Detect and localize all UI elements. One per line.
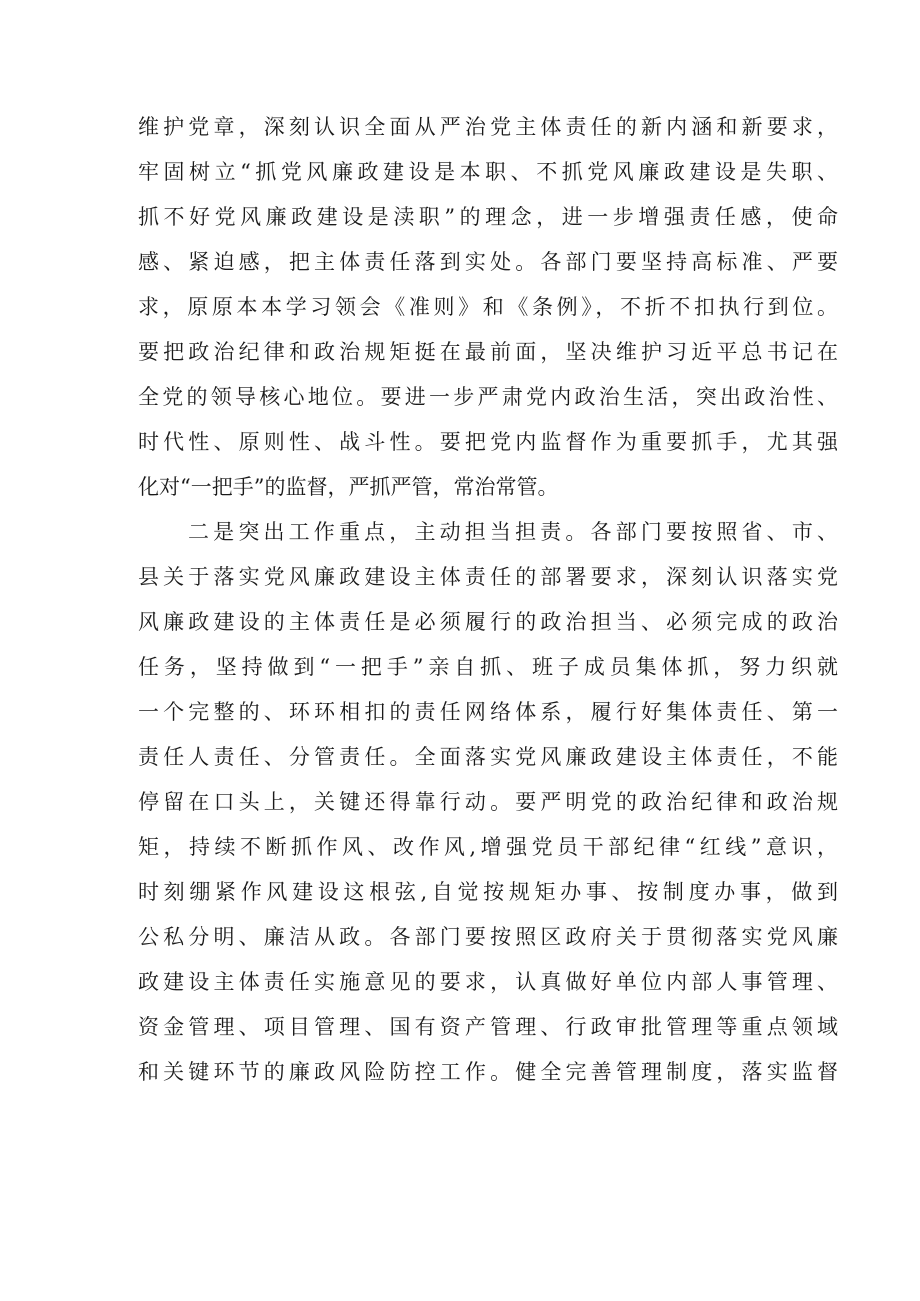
text-line: 政建设主体责任实施意见的要求，认真做好单位内部人事管理、 bbox=[138, 970, 838, 994]
text-line: 和关键环节的廉政风险防控工作。健全完善管理制度，落实监督 bbox=[138, 1060, 838, 1084]
text-line: 时代性、原则性、战斗性。要把党内监督作为重要抓手，尤其强 bbox=[138, 430, 838, 454]
text-line: 责任人责任、分管责任。全面落实党风廉政建设主体责任，不能 bbox=[138, 745, 838, 769]
paragraph-first-line: 二是突出工作重点，主动担当担责。各部门要按照省、市、 bbox=[188, 520, 838, 544]
text-line: 全党的领导核心地位。要进一步严肃党内政治生活，突出政治性、 bbox=[138, 385, 838, 409]
text-line: 任务，坚持做到“一把手”亲自抓、班子成员集体抓，努力织就 bbox=[138, 655, 838, 679]
body-text bbox=[138, 105, 838, 1095]
text-line: 矩，持续不断抓作风、改作风,增强党员干部纪律“红线”意识， bbox=[138, 835, 838, 859]
text-line: 资金管理、项目管理、国有资产管理、行政审批管理等重点领域 bbox=[138, 1015, 838, 1039]
text-line: 牢固树立“抓党风廉政建设是本职、不抓党风廉政建设是失职、 bbox=[138, 160, 838, 184]
text-line: 感、紧迫感，把主体责任落到实处。各部门要坚持高标准、严要 bbox=[138, 250, 838, 274]
text-line: 抓不好党风廉政建设是渎职”的理念，进一步增强责任感，使命 bbox=[138, 205, 838, 229]
text-line: 要把政治纪律和政治规矩挺在最前面，坚决维护习近平总书记在 bbox=[138, 340, 838, 364]
text-line: 化对“一把手”的监督，严抓严管，常治常管。 bbox=[138, 475, 559, 499]
text-line: 求，原原本本学习领会《准则》和《条例》，不折不扣执行到位。 bbox=[138, 295, 838, 319]
text-line: 公私分明、廉洁从政。各部门要按照区政府关于贯彻落实党风廉 bbox=[138, 925, 838, 949]
text-line: 维护党章，深刻认识全面从严治党主体责任的新内涵和新要求， bbox=[138, 115, 838, 139]
text-line: 县关于落实党风廉政建设主体责任的部署要求，深刻认识落实党 bbox=[138, 565, 838, 589]
text-line: 时刻绷紧作风建设这根弦,自觉按规矩办事、按制度办事，做到 bbox=[138, 880, 838, 904]
text-line: 风廉政建设的主体责任是必须履行的政治担当、必须完成的政治 bbox=[138, 610, 838, 634]
text-line: 一个完整的、环环相扣的责任网络体系，履行好集体责任、第一 bbox=[138, 700, 838, 724]
text-line: 停留在口头上，关键还得靠行动。要严明党的政治纪律和政治规 bbox=[138, 790, 838, 814]
